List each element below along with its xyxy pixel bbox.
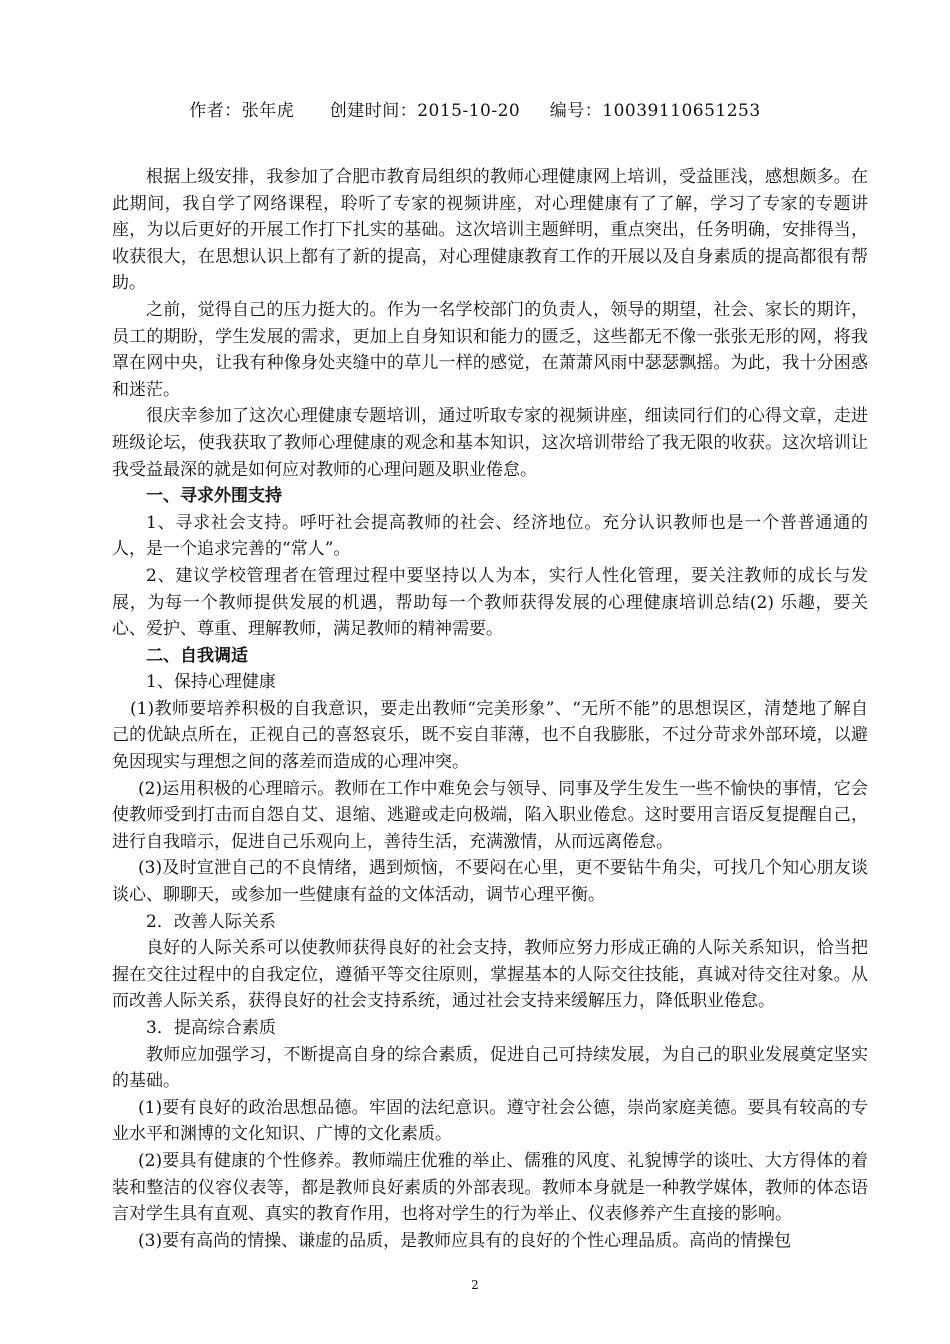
created-date-label: 创建时间：2015-10-20 — [329, 101, 521, 121]
paragraph-item-2: (2)运用积极的心理暗示。教师在工作中难免会与领导、同事及学生发生一些不愉快的事情，它会使教师受到打击而自怨自艾、退缩、逃避或走向极端，陷入职业倦怠。这时要用言语反复提醒自己，进行自我暗示，促进自己乐观向上，善待生活，充满激情，从而远离倦怠。 — [112, 778, 868, 852]
subheading-relationships: 2．改善人际关系 — [146, 911, 276, 932]
paragraph-quality-item-3: (3)要有高尚的情操、谦虚的品质，是教师应具有的良好的个性心理品质。高尚的情操包 — [138, 1230, 792, 1251]
page-number: 2 — [471, 1278, 479, 1292]
paragraph-social-support: 1、寻求社会支持。呼吁社会提高教师的社会、经济地位。充分认识教师也是一个普普通通的人，是一个追求完善的“常人”。 — [112, 512, 868, 560]
section-heading-1: 一、寻求外围支持 — [146, 486, 282, 507]
subheading-mental-health: 1、保持心理健康 — [146, 672, 276, 693]
paragraph-item-3: (3)及时宣泄自己的不良情绪，遇到烦恼，不要闷在心里，更不要钻牛角尖，可找几个知心朋友谈谈心、聊聊天，或参加一些健康有益的文体活动，调节心理平衡。 — [112, 858, 868, 906]
author-label: 作者：张年虎 — [189, 101, 295, 121]
document-header — [0, 96, 950, 121]
document-number-label: 编号：10039110651253 — [549, 101, 761, 121]
section-heading-2: 二、自我调适 — [146, 645, 248, 666]
paragraph-intro: 根据上级安排，我参加了合肥市教育局组织的教师心理健康网上培训，受益匪浅，感想颇多。在此期间，我自学了网络课程，聆听了专家的视频讲座，对心理健康有了了解，学习了专家的专题讲座，为以后更好的开展工作打下扎实的基础。这次培训主题鲜明，重点突出，任务明确，安排得当，收获很大，在思想认识上都有了新的提高，对心理健康教育工作的开展以及自身素质的提高都很有帮助。 — [112, 167, 868, 294]
paragraph-training: 很庆幸参加了这次心理健康专题培训，通过听取专家的视频讲座，细读同行们的心得文章，走进班级论坛，使我获取了教师心理健康的观念和基本知识，这次培训带给了我无限的收获。这次培训让我受益最深的就是如何应对教师的心理问题及职业倦怠。 — [112, 406, 868, 480]
paragraph-item-1: (1)教师要培养积极的自我意识，要走出教师“完美形象”、“无所不能”的思想误区，清楚地了解自己的优缺点所在，正视自己的喜怒哀乐，既不妄自菲薄，也不自我膨胀，不过分苛求外部环境，以避免因现实与理想之间的落差而造成的心理冲突。 — [112, 698, 868, 773]
paragraph-pressure: 之前，觉得自己的压力挺大的。作为一名学校部门的负责人，领导的期望，社会、家长的期许，员工的期盼，学生发展的需求，更加上自身知识和能力的匮乏，这些都无不像一张张无形的网，将我罩在网中央，让我有种像身处夹缝中的草儿一样的感觉，在萧萧风雨中瑟瑟飘摇。为此，我十分困惑和迷茫。 — [112, 299, 868, 400]
paragraph-quality-item-1: (1)要有良好的政治思想品德。牢固的法纪意识。遵守社会公德，崇尚家庭美德。要具有较高的专业水平和渊博的文化知识、广博的文化素质。 — [112, 1097, 868, 1145]
paragraph-relationships: 良好的人际关系可以使教师获得良好的社会支持，教师应努力形成正确的人际关系知识，恰当把握在交往过程中的自我定位，遵循平等交往原则，掌握基本的人际交往技能，真诚对待交往对象。从而改善人际关系，获得良好的社会支持系统，通过社会支持来缓解压力，降低职业倦怠。 — [112, 938, 868, 1012]
paragraph-school-management: 2、建议学校管理者在管理过程中要坚持以人为本，实行人性化管理，要关注教师的成长与发展，为每一个教师提供发展的机遇，帮助每一个教师获得发展的心理健康培训总结(2) 乐趣，要关心、爱护、尊重、理解教师，满足教师的精神需要。 — [112, 565, 868, 640]
document-body — [112, 164, 868, 1254]
paragraph-quality: 教师应加强学习，不断提高自身的综合素质，促进自己可持续发展，为自己的职业发展奠定坚实的基础。 — [112, 1044, 868, 1092]
subheading-quality: 3．提高综合素质 — [146, 1018, 276, 1038]
paragraph-quality-item-2: (2)要具有健康的个性修养。教师端庄优雅的举止、儒雅的风度、礼貌博学的谈吐、大方得体的着装和整洁的仪容仪表等，都是教师良好素质的外部表现。教师本身就是一种教学媒体，教师的体态语言对学生具有直观、真实的教育作用，也将对学生的行为举止、仪表修养产生直接的影响。 — [112, 1150, 868, 1225]
